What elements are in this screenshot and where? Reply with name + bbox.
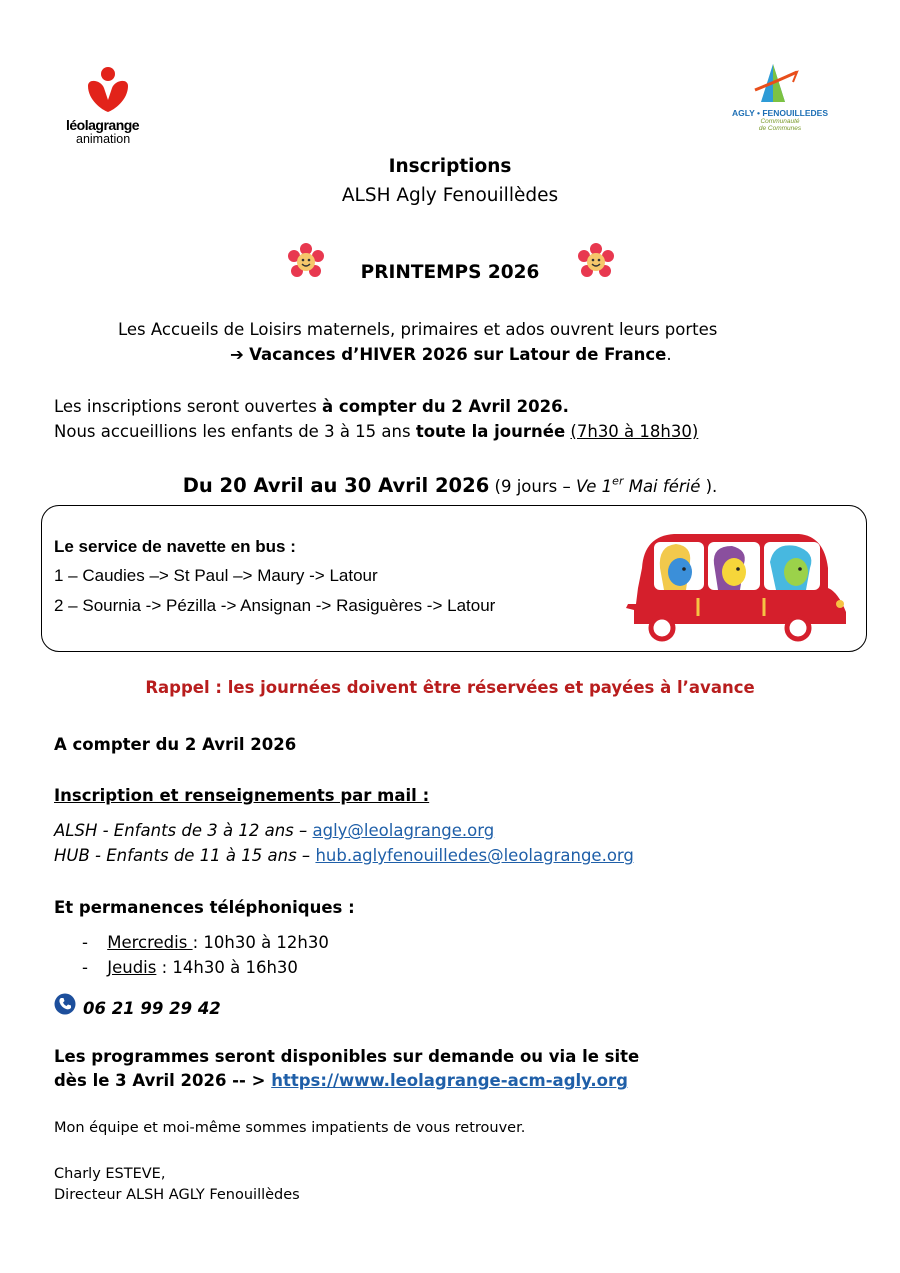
holiday-dates	[0, 474, 900, 497]
welcome-text: Nous accueillions les enfants de 3 à 15 ans	[54, 422, 416, 441]
bullet-dash: -	[82, 933, 88, 952]
agly-logo-sub2: de Communes	[758, 125, 802, 132]
phone-slot-2	[82, 958, 298, 977]
leolagrange-figure-icon	[66, 66, 156, 114]
leolagrange-wordmark: léolagrange	[66, 117, 140, 133]
reminder-text: Rappel : les journées doivent être réservées et payées à l’avance	[145, 678, 755, 697]
intro-holiday-line	[230, 345, 672, 364]
hub-contact	[54, 846, 634, 865]
closing-message: Mon équipe et moi-même sommes impatients de vous retrouver.	[54, 1120, 526, 1136]
agly-logo-name: AGLY • FENOUILLEDES	[731, 108, 829, 118]
welcome-hours	[54, 422, 698, 441]
hours-wednesday: : 10h30 à 12h30	[192, 933, 329, 952]
programmes-date: dès le 3 Avril 2026 -- >	[54, 1071, 272, 1090]
leolagrange-logo	[66, 66, 156, 146]
holiday-name: Vacances d’HIVER 2026 sur Latour de France	[249, 345, 667, 364]
website-link[interactable]: https://www.leolagrange-acm-agly.org	[271, 1071, 628, 1090]
registration-date: à compter du 2 Avril 2026.	[322, 397, 569, 416]
bullet-dash: -	[82, 958, 88, 977]
signature-role: Directeur ALSH AGLY Fenouillèdes	[54, 1187, 300, 1203]
agly-mountain-icon	[725, 60, 835, 104]
season-heading: PRINTEMPS 2026	[360, 262, 540, 283]
hub-email-link[interactable]: hub.aglyfenouilledes@leolagrange.org	[315, 846, 634, 865]
holiday-period: .	[666, 345, 672, 364]
holiday-day: Ve 1	[575, 477, 613, 496]
bus-illustration-icon	[624, 528, 850, 648]
mail-heading: Inscription et renseignements par mail :	[54, 786, 430, 805]
programmes-line-2	[54, 1071, 628, 1090]
phone-slot-1	[82, 933, 329, 952]
full-day-label: toute la journée	[415, 422, 566, 441]
registration-text: Les inscriptions seront ouvertes	[54, 397, 323, 416]
programmes-line-1: Les programmes seront disponibles sur demande ou via le site	[54, 1047, 640, 1066]
dates-close: ).	[700, 477, 718, 496]
ordinal-sup: er	[612, 474, 624, 488]
agly-logo-sub1: Communauté	[760, 118, 800, 125]
alsh-label: ALSH - Enfants de 3 à 12 ans –	[54, 821, 308, 840]
phone-number[interactable]: 06 21 99 29 42	[83, 999, 221, 1018]
flower-icon-right	[577, 243, 615, 285]
page-subtitle: ALSH Agly Fenouillèdes	[341, 185, 559, 206]
registration-opening	[54, 397, 569, 416]
page-title: Inscriptions	[388, 156, 512, 177]
intro-line: Les Accueils de Loisirs maternels, primaires et ados ouvrent leurs portes	[118, 320, 718, 339]
bus-title: Le service de navette en bus :	[54, 537, 296, 556]
holiday-note: Mai férié	[623, 477, 701, 496]
agly-fenouilledes-logo	[725, 60, 835, 130]
hours-range: (7h30 à 18h30)	[570, 422, 699, 441]
hub-label: HUB - Enfants de 11 à 15 ans –	[54, 846, 311, 865]
day-wednesday: Mercredis	[107, 933, 193, 952]
phone-heading: Et permanences téléphoniques :	[54, 898, 355, 917]
phone-icon	[54, 993, 76, 1019]
bus-route-1: 1 – Caudies –> St Paul –> Maury -> Latour	[54, 566, 378, 585]
hours-thursday: : 14h30 à 16h30	[156, 958, 298, 977]
alsh-email-link[interactable]: agly@leolagrange.org	[312, 821, 495, 840]
from-date-heading: A compter du 2 Avril 2026	[54, 735, 297, 754]
day-thursday: Jeudis	[107, 958, 157, 977]
leolagrange-tagline: animation	[76, 132, 131, 146]
arrow-right-icon: ➔	[230, 345, 244, 364]
dates-count: (9 jours –	[489, 477, 576, 496]
bus-route-2: 2 – Sournia -> Pézilla -> Ansignan -> Rasiguères -> Latour	[54, 596, 496, 615]
dates-range: Du 20 Avril au 30 Avril 2026	[182, 474, 490, 497]
alsh-contact	[54, 821, 494, 840]
signature-name: Charly ESTEVE,	[54, 1166, 166, 1182]
